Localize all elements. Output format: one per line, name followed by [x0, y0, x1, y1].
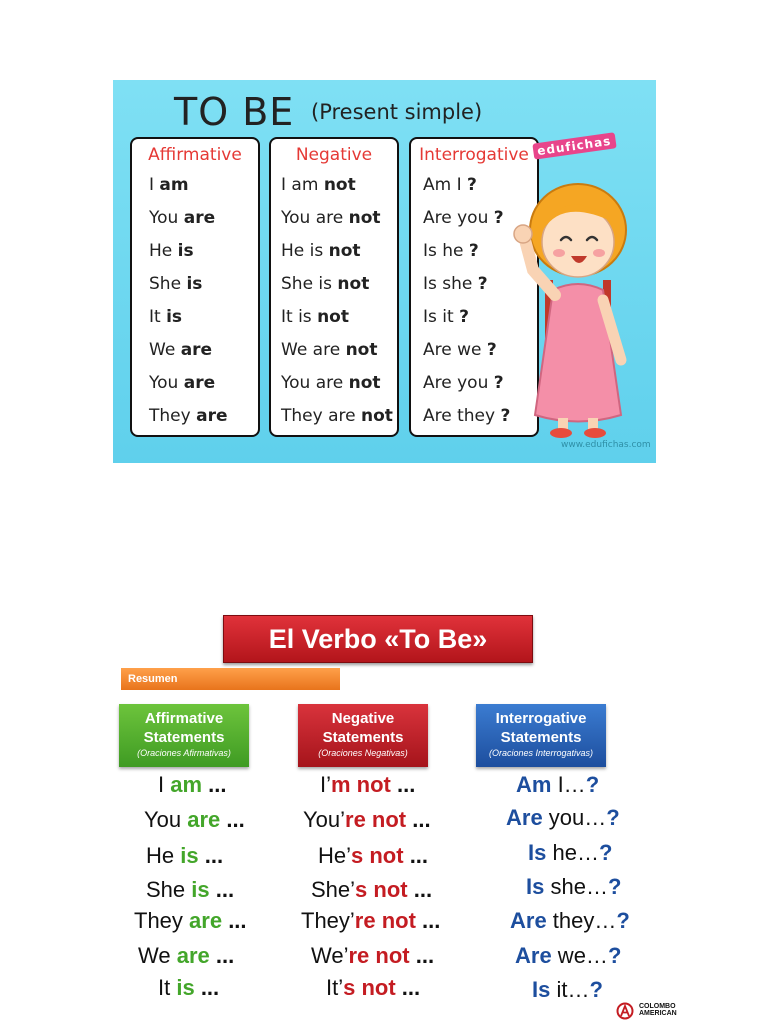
negative-header: Negative — [295, 145, 373, 165]
interrogative-line: Is it…? — [532, 977, 603, 1002]
negative-line: They’re not ... — [301, 908, 441, 933]
list-item: She is not — [281, 274, 370, 294]
negative-line: It’s not ... — [326, 975, 421, 1000]
negative-column — [269, 137, 399, 437]
to-be-present-simple-card — [113, 80, 656, 463]
list-item: You are not — [281, 208, 381, 228]
interrogative-line: Are we…? — [515, 943, 622, 968]
affirmative-line: It is ... — [158, 975, 220, 1000]
affirmative-line: She is ... — [146, 877, 235, 902]
list-item: You are — [149, 373, 216, 393]
list-item: I am not — [281, 175, 356, 195]
list-item: We are — [149, 340, 213, 360]
list-item: It is — [149, 307, 183, 327]
interrogative-line: Is he…? — [528, 840, 613, 865]
interrogative-line: Are you…? — [506, 805, 620, 830]
affirmative-line: He is ... — [146, 843, 224, 868]
list-item: She is — [149, 274, 203, 294]
list-item: Are you ? — [423, 208, 504, 228]
negative-line: You’re not ... — [303, 807, 431, 832]
colombo-american-icon — [616, 1002, 636, 1020]
affirmative-column — [130, 137, 260, 437]
list-item: You are not — [281, 373, 381, 393]
interrogative-line: Am I…? — [516, 772, 600, 797]
list-item: Are they ? — [423, 406, 511, 426]
negative-line: We’re not ... — [311, 943, 435, 968]
edufichas-watermark: www.edufichas.com — [561, 440, 651, 450]
list-item: Is it ? — [423, 307, 469, 327]
list-item: They are not — [281, 406, 393, 426]
affirmative-header: Affirmative — [148, 145, 242, 165]
affirmative-line: I am ... — [158, 772, 227, 797]
interrogative-header: Interrogative — [419, 145, 529, 165]
negative-line: She’s not ... — [311, 877, 433, 902]
list-item: I am — [149, 175, 189, 195]
girl-illustration — [503, 160, 643, 440]
verbo-to-be-title: El Verbo «To Be» — [223, 615, 533, 663]
affirmative-statements-header: Affirmative Statements (Oraciones Afirmativas) — [119, 704, 249, 767]
list-item: We are not — [281, 340, 378, 360]
affirmative-line: You are ... — [144, 807, 245, 832]
card-subtitle: (Present simple) — [311, 100, 483, 124]
edufichas-logo: edufichas — [532, 132, 616, 159]
list-item: Are you ? — [423, 373, 504, 393]
list-item: Is he ? — [423, 241, 479, 261]
colombo-american-logo: COLOMBO AMERICAN — [616, 1002, 660, 1020]
list-item: They are — [149, 406, 228, 426]
card-title: TO BE — [174, 90, 295, 134]
interrogative-line: Are they…? — [510, 908, 630, 933]
list-item: Am I ? — [423, 175, 477, 195]
negative-line: I’m not ... — [320, 772, 416, 797]
negative-statements-header: Negative Statements (Oraciones Negativas) — [298, 704, 428, 767]
interrogative-statements-header: Interrogative Statements (Oraciones Interrogativas) — [476, 704, 606, 767]
list-item: Is she ? — [423, 274, 488, 294]
list-item: He is not — [281, 241, 361, 261]
interrogative-line: Is she…? — [526, 874, 622, 899]
list-item: He is — [149, 241, 194, 261]
list-item: You are — [149, 208, 216, 228]
resumen-bar: Resumen — [121, 668, 340, 690]
negative-line: He’s not ... — [318, 843, 429, 868]
affirmative-line: We are ... — [138, 943, 235, 968]
list-item: It is not — [281, 307, 349, 327]
affirmative-line: They are ... — [134, 908, 247, 933]
list-item: Are we ? — [423, 340, 497, 360]
